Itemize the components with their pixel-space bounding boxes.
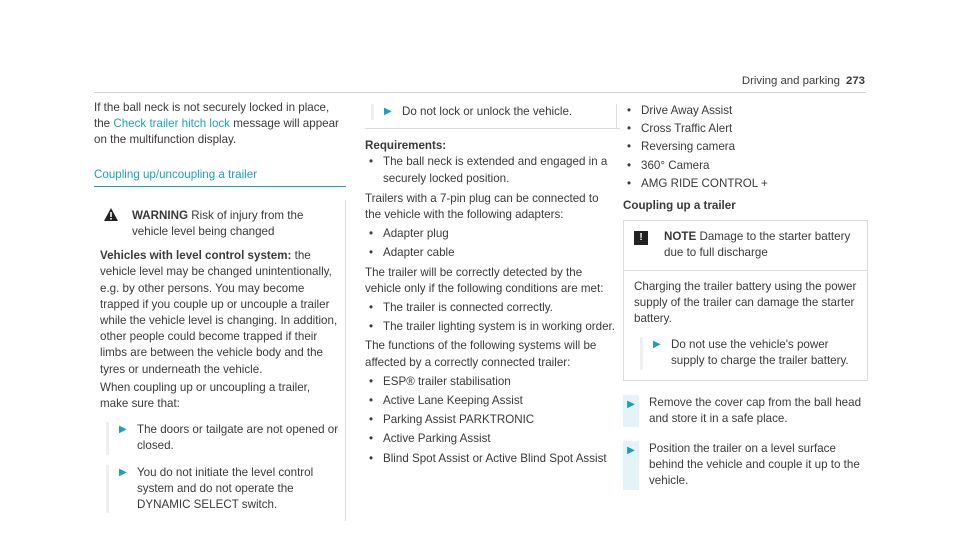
step-text: You do not initiate the level control system and do not operate the DYNAMIC SELECT switch. [137, 465, 314, 512]
adapter-text: Adapter cable [383, 246, 455, 260]
intro-paragraph [94, 100, 346, 149]
vlc-heading: Vehicles with level control system: [100, 249, 292, 263]
system-text: Reversing camera [641, 140, 736, 154]
adapter-item: • Adapter cable [365, 245, 617, 261]
detect-paragraph: The trailer will be correctly detected by the vehicle only if the following conditions are met: [365, 265, 604, 295]
system-text: Active Parking Assist [383, 432, 491, 446]
note-body: Charging the trailer battery using the power supply of the trailer can damage the starter battery. [634, 279, 857, 326]
adapter-item: • Adapter plug [365, 226, 617, 242]
step-bar [623, 441, 639, 490]
step-bar [640, 337, 643, 369]
step-bar [106, 465, 109, 514]
condition-text: The trailer is connected correctly. [383, 301, 553, 315]
warning-row [100, 202, 339, 240]
requirement-item: • The ball neck is extended and engaged in a securely locked position. [365, 154, 617, 186]
system-text: Parking Assist PARKTRONIC [383, 413, 535, 427]
step-text: Remove the cover cap from the ball head and store it in a safe place. [649, 395, 862, 425]
system-item: • Reversing camera [623, 139, 868, 155]
note-exclamation-icon: ! [634, 229, 656, 243]
note-title: NOTE [664, 230, 697, 244]
column-right [623, 100, 868, 490]
play-arrow-icon: ▶ [384, 106, 392, 117]
column-left [94, 100, 346, 521]
note-box [623, 220, 868, 380]
system-text: AMG RIDE CONTROL + [641, 176, 768, 190]
play-arrow-icon: ▶ [627, 398, 635, 410]
system-item: • Drive Away Assist [623, 103, 868, 119]
step-item [365, 104, 617, 128]
step-bar [106, 422, 109, 454]
coupling-heading: Coupling up a trailer [623, 199, 736, 213]
vlc-paragraph [100, 248, 339, 378]
step-text: The doors or tailgate are not opened or closed. [137, 423, 339, 453]
system-item: • Active Lane Keeping Assist [365, 393, 617, 409]
system-item: • AMG RIDE CONTROL + [623, 176, 868, 192]
system-item: • 360° Camera [623, 158, 868, 174]
play-arrow-icon: ▶ [627, 445, 635, 457]
warning-box [94, 200, 346, 521]
warning-description: Risk of injury from the vehicle level being changed [132, 208, 304, 239]
system-text: Blind Spot Assist or Active Blind Spot Assist [383, 451, 607, 465]
warning-triangle-icon [100, 208, 132, 240]
system-text: Drive Away Assist [641, 104, 733, 117]
step-text: Position the trailer on a level surface behind the vehicle and couple it up to the vehicle. [649, 442, 860, 488]
note-description: Damage to the starter battery due to full discharge [664, 230, 851, 260]
warning-text [132, 208, 339, 240]
intro-text-1: If the ball neck is not securely locked in place, the [94, 101, 330, 131]
functions-paragraph: The functions of the following systems will be affected by a correctly connected trailer: [365, 339, 597, 369]
coupling-steps [623, 395, 868, 490]
page-number: 273 [845, 75, 865, 87]
hitch-lock-message: Check trailer hitch lock [113, 117, 230, 131]
section-title: Driving and parking [741, 75, 840, 87]
condition-item: • The trailer is connected correctly. [365, 300, 617, 316]
note-row [634, 229, 857, 261]
system-item: • Cross Traffic Alert [623, 121, 868, 137]
play-arrow-icon: ▶ [653, 339, 661, 351]
section-rule [94, 186, 346, 187]
section-heading: Coupling up/uncoupling a trailer [94, 167, 258, 181]
note-divider [624, 270, 867, 271]
step-item [623, 395, 868, 427]
column-middle [365, 100, 617, 467]
box-rule [365, 128, 620, 129]
adapter-text: Adapter plug [383, 227, 449, 241]
system-item: • Blind Spot Assist or Active Blind Spot Assist [365, 451, 617, 467]
requirement-text: The ball neck is extended and engaged in a securely locked position. [383, 155, 608, 185]
condition-item: • The trailer lighting system is in working order. [365, 319, 617, 335]
running-head [742, 73, 865, 89]
play-arrow-icon: ▶ [119, 466, 127, 478]
step-bar [371, 104, 374, 120]
step-text: Do not use the vehicle's power supply to charge the trailer battery. [671, 338, 849, 368]
intro-text-2: message will appear on the multifunction display. [94, 117, 339, 147]
header-rule [94, 92, 866, 93]
system-item: • Active Parking Assist [365, 431, 617, 447]
requirements-title: Requirements: [365, 139, 447, 153]
step-item [634, 337, 857, 369]
play-arrow-icon: ▶ [119, 424, 127, 436]
when-paragraph: When coupling up or uncoupling a trailer, make sure that: [100, 380, 311, 411]
step-item [100, 422, 339, 454]
note-text [664, 229, 857, 261]
system-item: • Parking Assist PARKTRONIC [365, 412, 617, 428]
system-item: • ESP® trailer stabilisation [365, 374, 617, 390]
step-bar [623, 395, 639, 427]
system-text: Cross Traffic Alert [641, 122, 733, 136]
system-text: 360° Camera [641, 158, 710, 172]
step-item [623, 441, 868, 490]
warning-title: WARNING [132, 208, 189, 222]
trailers-paragraph: Trailers with a 7-pin plug can be connected to the vehicle with the following adapters: [365, 191, 599, 222]
vlc-text: the vehicle level may be changed unintentionally, e.g. by other persons. You may become trapped if you couple up or uncouple a trailer while the vehicle level is changing. In addition, other people could become trapped if their limbs are between the vehicle body and the tyres or underneath the vehicle. [100, 249, 338, 376]
condition-text: The trailer lighting system is in working order. [383, 320, 615, 334]
step-text: Do not lock or unlock the vehicle. [402, 105, 573, 118]
system-text: ESP® trailer stabilisation [383, 374, 511, 388]
step-item [100, 465, 339, 514]
system-text: Active Lane Keeping Assist [383, 394, 523, 408]
